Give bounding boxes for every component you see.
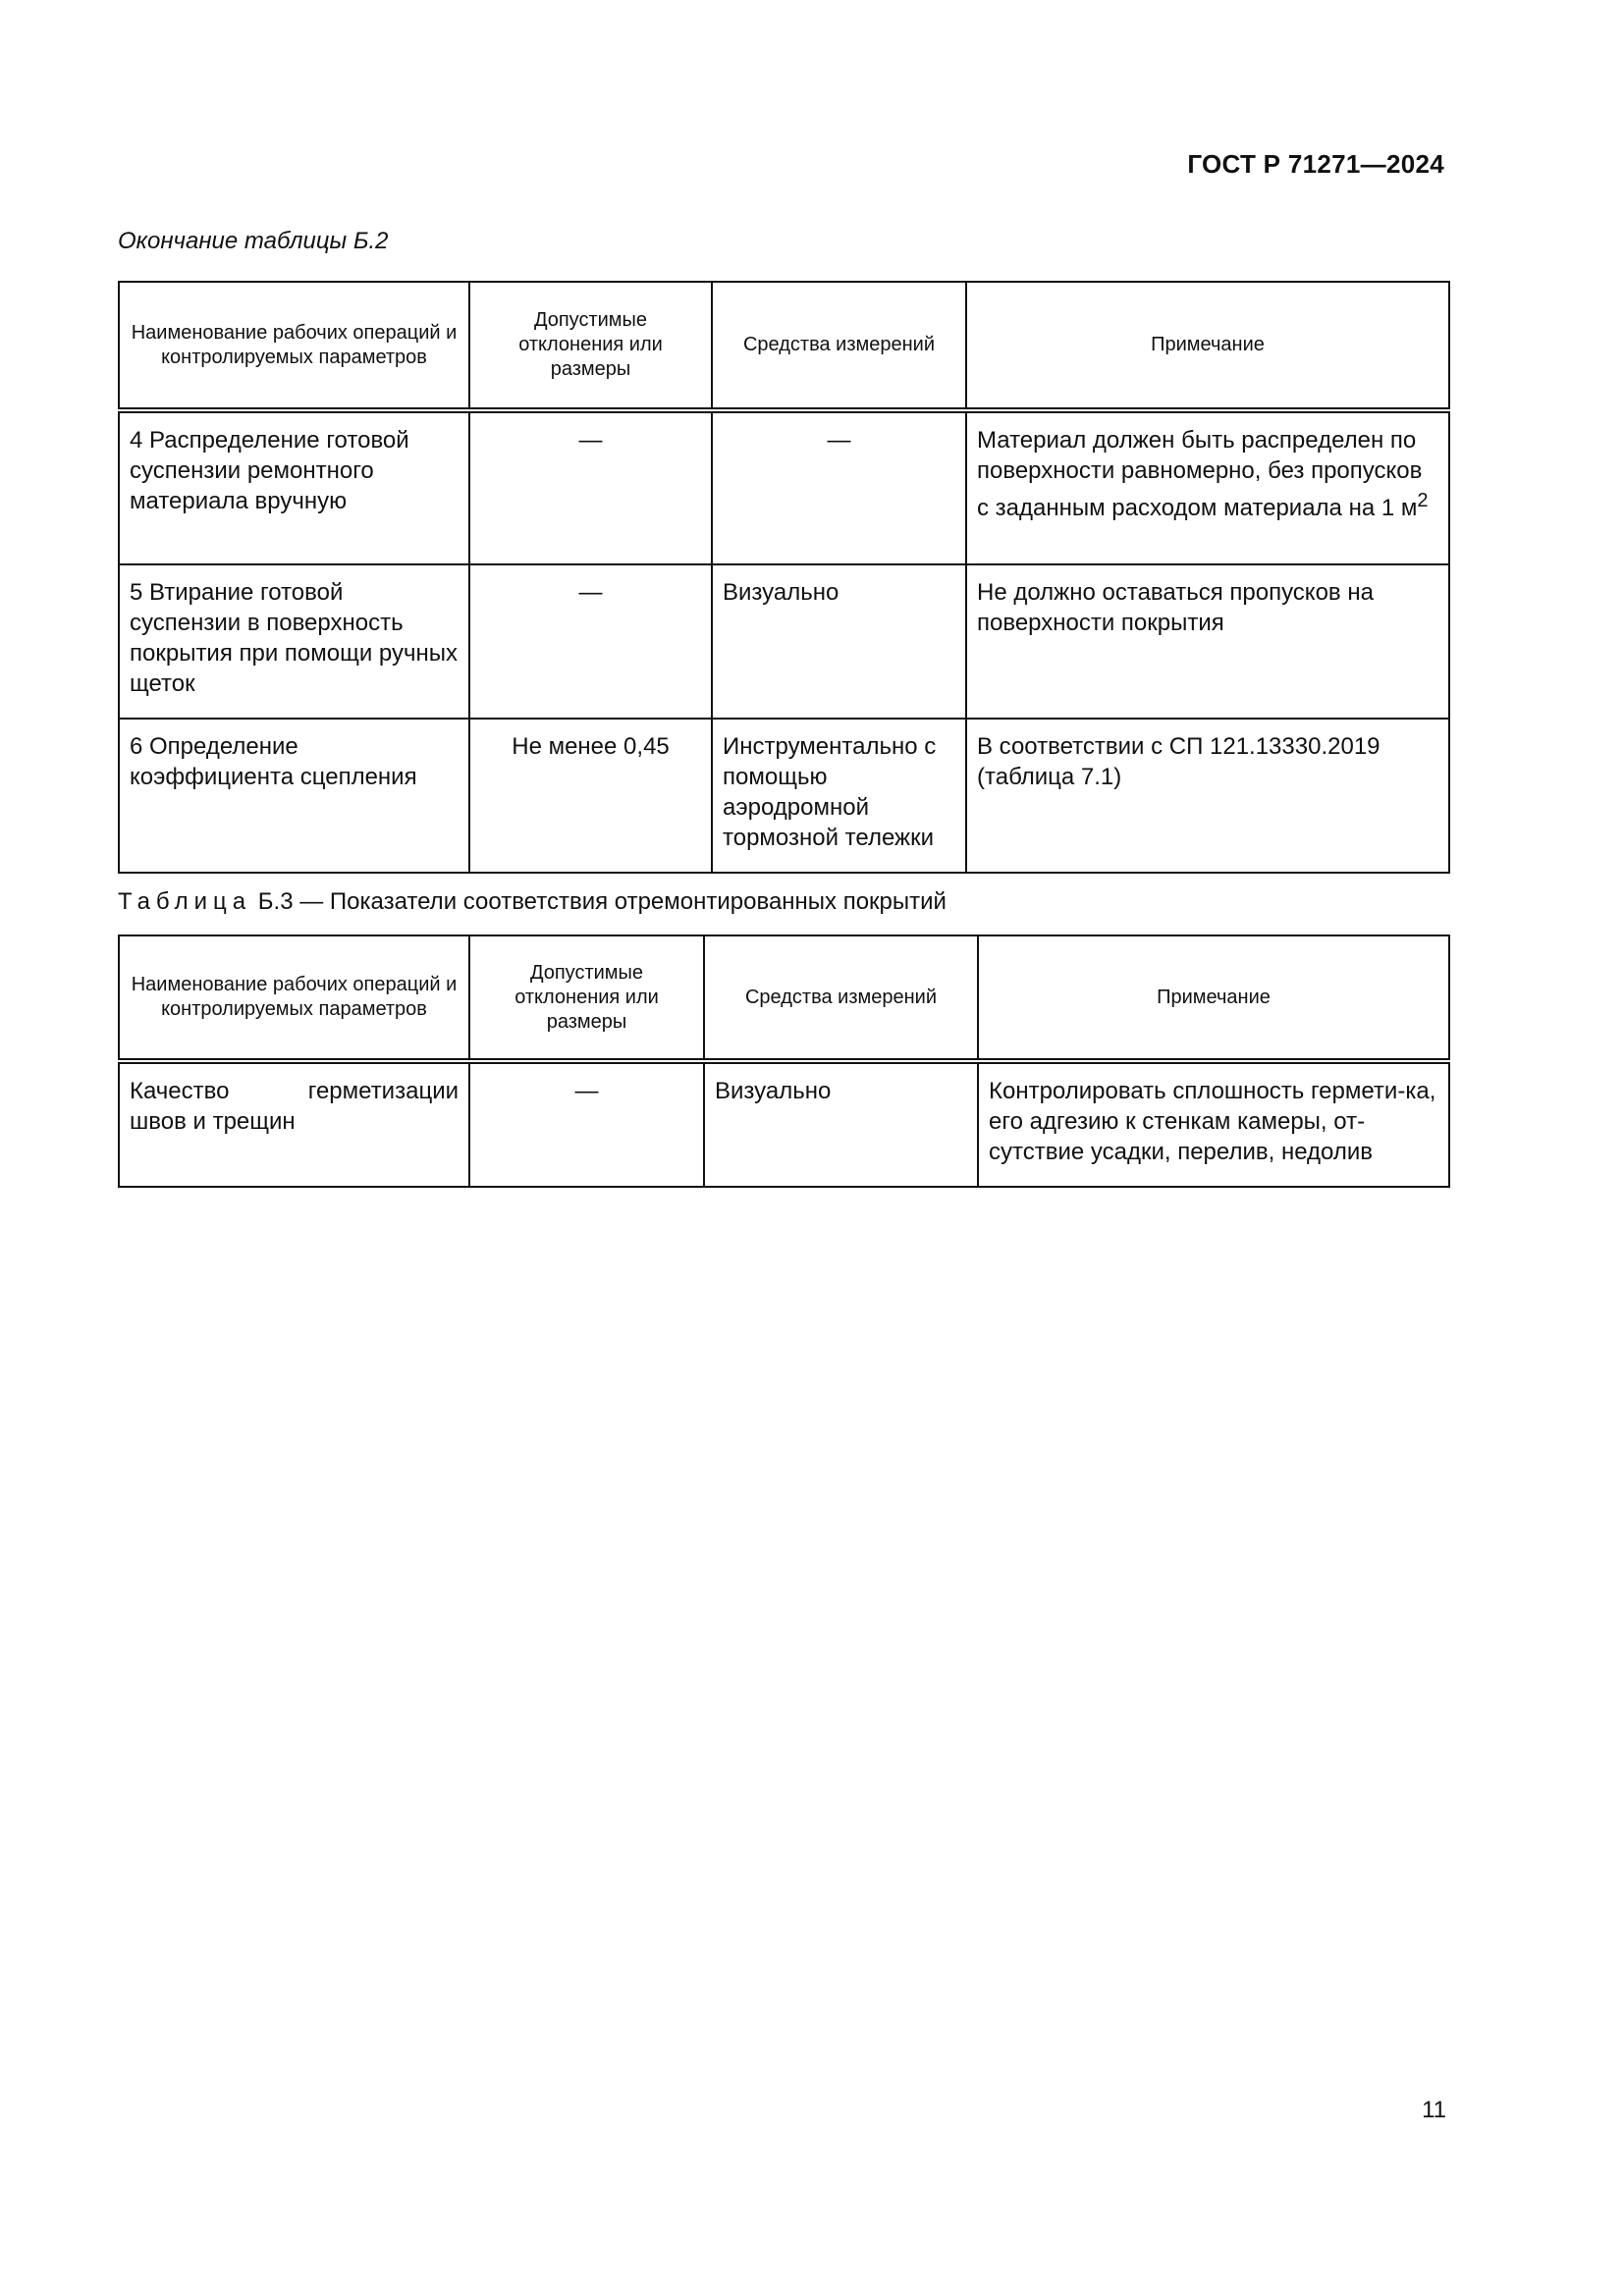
cell-note: Не должно оставаться пропусков на поверхности покрытия: [966, 564, 1449, 719]
table-b3-header-row: [119, 935, 1449, 1061]
table-b3: [118, 934, 1450, 1188]
cell-means: Визуально: [712, 564, 966, 719]
col-header-tolerance: Допустимые отклонения или размеры: [469, 935, 704, 1061]
cell-note: [966, 410, 1449, 564]
table-b2: [118, 281, 1450, 874]
col-header-note: Примечание: [966, 282, 1449, 410]
cell-operation-line2: швов и трещин: [130, 1108, 296, 1135]
cell-tolerance: Не менее 0,45: [469, 719, 712, 873]
table-b3-caption-label: Таблица: [118, 888, 252, 915]
table-row: [119, 564, 1449, 719]
table-row: [119, 719, 1449, 873]
cell-means: Визуально: [704, 1061, 978, 1187]
cell-operation-line1: Качество герметизации: [130, 1078, 459, 1104]
page-number: 11: [1422, 2097, 1446, 2123]
cell-tolerance: —: [469, 564, 712, 719]
col-header-operation: Наименование рабочих операций и контролируемых параметров: [119, 935, 469, 1061]
col-header-tolerance: Допустимые отклонения или размеры: [469, 282, 712, 410]
cell-note-text: Материал должен быть распределен по поверхности равномерно, без пропусков с заданным расходом материала на 1 м: [977, 427, 1423, 521]
table-row: [119, 1061, 1449, 1187]
table-b2-caption: Окончание таблицы Б.2: [118, 228, 389, 254]
cell-note: В соответствии с СП 121.13330.2019 (таблица 7.1): [966, 719, 1449, 873]
cell-operation: 6 Определение коэффициента сцепления: [119, 719, 469, 873]
cell-operation: [119, 1061, 469, 1187]
cell-operation: 5 Втирание готовой суспензии в поверхность покрытия при помощи ручных щеток: [119, 564, 469, 719]
cell-tolerance: —: [469, 1061, 704, 1187]
cell-operation: 4 Распределение готовой суспензии ремонтного материала вручную: [119, 410, 469, 564]
table-row: [119, 410, 1449, 564]
col-header-operation: Наименование рабочих операций и контролируемых параметров: [119, 282, 469, 410]
cell-means: Инструментально с помощью аэродромной тормозной тележки: [712, 719, 966, 873]
cell-tolerance: —: [469, 410, 712, 564]
cell-note: Контролировать сплошность гермети-ка, его адгезию к стенкам камеры, от-сутствие усадки, перелив, недолив: [978, 1061, 1449, 1187]
col-header-note: Примечание: [978, 935, 1449, 1061]
table-b2-header-row: [119, 282, 1449, 410]
table-b3-caption-text: Б.3 — Показатели соответствия отремонтированных покрытий: [257, 888, 947, 915]
document-code: ГОСТ Р 71271—2024: [1187, 149, 1444, 179]
col-header-means: Средства измерений: [704, 935, 978, 1061]
col-header-means: Средства измерений: [712, 282, 966, 410]
table-b3-caption: [118, 888, 947, 916]
cell-means: —: [712, 410, 966, 564]
superscript: 2: [1417, 490, 1429, 511]
